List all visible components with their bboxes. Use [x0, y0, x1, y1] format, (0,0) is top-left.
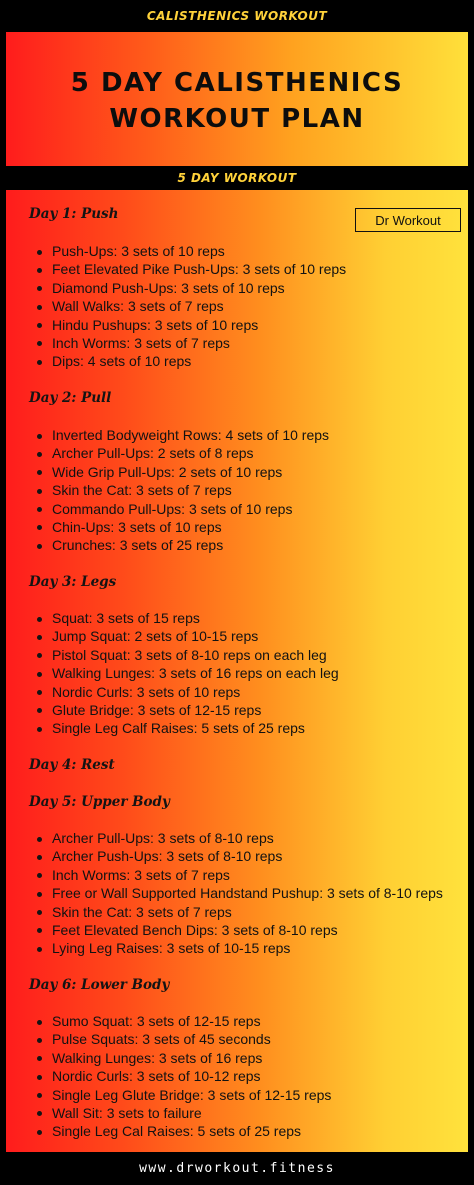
day-heading: Day 4: Rest	[29, 757, 115, 773]
list-item: Inverted Bodyweight Rows: 4 sets of 10 reps	[37, 426, 329, 444]
day-heading: Day 3: Legs	[29, 574, 117, 590]
list-item: Inch Worms: 3 sets of 7 reps	[37, 334, 346, 352]
title-line-2: WORKOUT PLAN	[109, 104, 365, 134]
exercise-list	[37, 242, 346, 371]
list-item: Feet Elevated Pike Push-Ups: 3 sets of 10 reps	[37, 260, 346, 278]
list-item: Single Leg Glute Bridge: 3 sets of 12-15 reps	[37, 1086, 331, 1104]
exercise-list	[37, 609, 339, 738]
list-item: Archer Pull-Ups: 2 sets of 8 reps	[37, 444, 329, 462]
list-item: Squat: 3 sets of 15 reps	[37, 609, 339, 627]
list-item: Archer Pull-Ups: 3 sets of 8-10 reps	[37, 829, 443, 847]
brand-badge: Dr Workout	[355, 208, 461, 232]
exercise-list	[37, 1012, 331, 1141]
day-heading: Day 1: Push	[29, 206, 119, 222]
workout-panel	[6, 190, 468, 1152]
list-item: Jump Squat: 2 sets of 10-15 reps	[37, 627, 339, 645]
list-item: Single Leg Cal Raises: 5 sets of 25 reps	[37, 1122, 331, 1140]
list-item: Hindu Pushups: 3 sets of 10 reps	[37, 316, 346, 334]
list-item: Wide Grip Pull-Ups: 2 sets of 10 reps	[37, 463, 329, 481]
list-item: Single Leg Calf Raises: 5 sets of 25 reps	[37, 719, 339, 737]
list-item: Skin the Cat: 3 sets of 7 reps	[37, 481, 329, 499]
page-title	[71, 65, 403, 137]
list-item: Crunches: 3 sets of 25 reps	[37, 536, 329, 554]
list-item: Lying Leg Raises: 3 sets of 10-15 reps	[37, 939, 443, 957]
website-link[interactable]: www.drworkout.fitness	[139, 1161, 335, 1176]
list-item: Diamond Push-Ups: 3 sets of 10 reps	[37, 279, 346, 297]
sub-banner	[0, 166, 474, 190]
list-item: Walking Lunges: 3 sets of 16 reps	[37, 1049, 331, 1067]
list-item: Chin-Ups: 3 sets of 10 reps	[37, 518, 329, 536]
hero-banner	[6, 32, 468, 166]
day-heading: Day 6: Lower Body	[29, 977, 170, 993]
exercise-list	[37, 829, 443, 958]
list-item: Nordic Curls: 3 sets of 10 reps	[37, 683, 339, 701]
day-heading: Day 5: Upper Body	[29, 794, 170, 810]
title-line-1: 5 DAY CALISTHENICS	[70, 68, 404, 98]
list-item: Wall Walks: 3 sets of 7 reps	[37, 297, 346, 315]
top-banner	[0, 0, 474, 32]
list-item: Nordic Curls: 3 sets of 10-12 reps	[37, 1067, 331, 1085]
list-item: Wall Sit: 3 sets to failure	[37, 1104, 331, 1122]
list-item: Feet Elevated Bench Dips: 3 sets of 8-10 reps	[37, 921, 443, 939]
list-item: Walking Lunges: 3 sets of 16 reps on each leg	[37, 664, 339, 682]
sub-label: 5 DAY WORKOUT	[177, 171, 297, 185]
list-item: Dips: 4 sets of 10 reps	[37, 352, 346, 370]
top-label: CALISTHENICS WORKOUT	[146, 9, 328, 23]
list-item: Archer Push-Ups: 3 sets of 8-10 reps	[37, 847, 443, 865]
list-item: Pulse Squats: 3 sets of 45 seconds	[37, 1030, 331, 1048]
list-item: Sumo Squat: 3 sets of 12-15 reps	[37, 1012, 331, 1030]
exercise-list	[37, 426, 329, 555]
list-item: Free or Wall Supported Handstand Pushup: 3 sets of 8-10 reps	[37, 884, 443, 902]
list-item: Pistol Squat: 3 sets of 8-10 reps on each leg	[37, 646, 339, 664]
list-item: Skin the Cat: 3 sets of 7 reps	[37, 903, 443, 921]
day-heading: Day 2: Pull	[29, 390, 112, 406]
list-item: Glute Bridge: 3 sets of 12-15 reps	[37, 701, 339, 719]
list-item: Inch Worms: 3 sets of 7 reps	[37, 866, 443, 884]
footer	[0, 1152, 474, 1185]
list-item: Push-Ups: 3 sets of 10 reps	[37, 242, 346, 260]
list-item: Commando Pull-Ups: 3 sets of 10 reps	[37, 500, 329, 518]
